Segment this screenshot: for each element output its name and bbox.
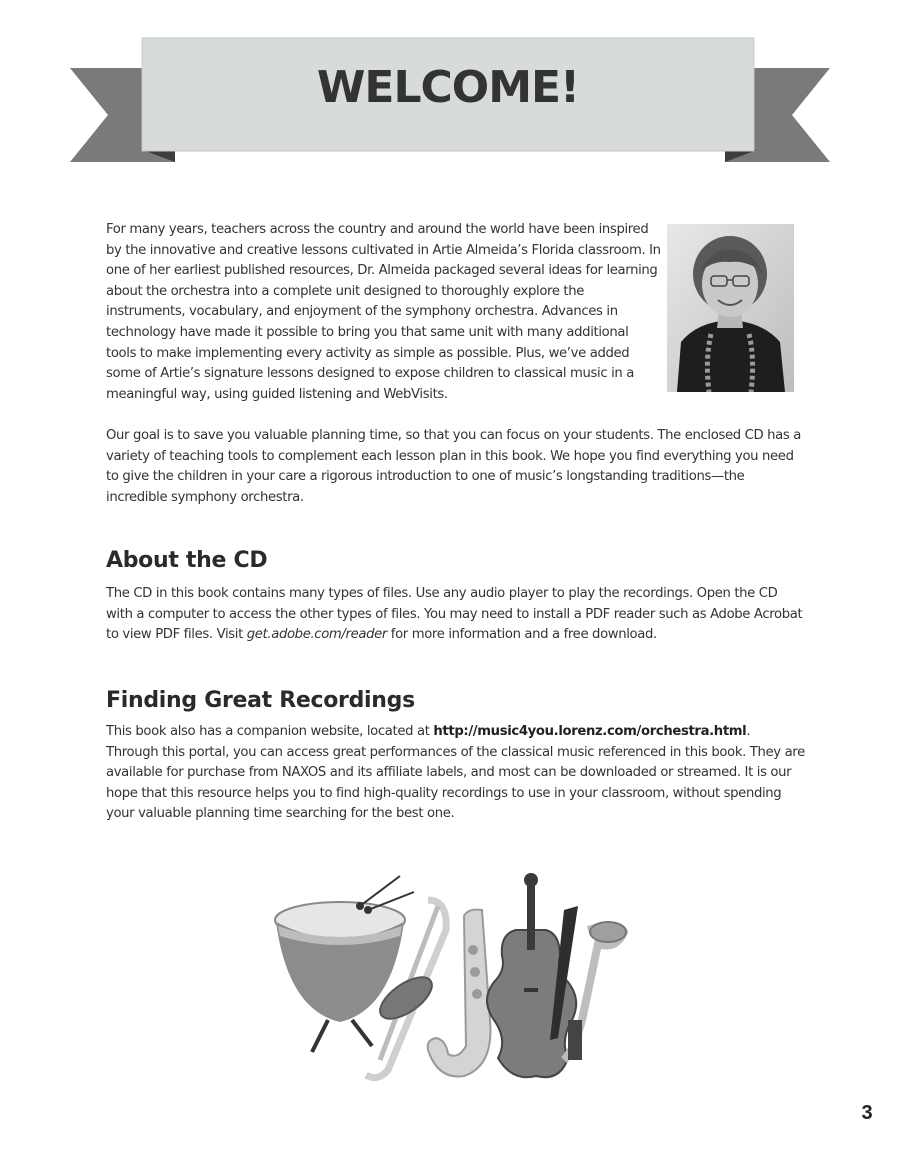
about-cd-heading: About the CD: [106, 548, 268, 573]
recordings-heading: Finding Great Recordings: [106, 688, 415, 713]
timpani-icon: [275, 902, 405, 1052]
welcome-banner: [0, 0, 900, 200]
about-cd-paragraph: [106, 584, 806, 646]
page-number: 3: [861, 1102, 873, 1124]
about-cd-text-end: for more information and a free download.: [386, 627, 657, 643]
saxophone-icon: [428, 910, 491, 1077]
instruments-illustration: [268, 870, 628, 1100]
author-photo: [667, 224, 794, 392]
intro-paragraph-2: Our goal is to save you valuable planning time, so that you can focus on your students. The enclosed CD has a variety of teaching tools to complement each lesson plan in this book. We hope you find everything you need to give the children in your care a rigorous introduction to one of music’s longstanding traditions—the incredible symphony orchestra.: [106, 428, 801, 505]
recordings-text-end: . Through this portal, you can access great performances of the classical music referenced in this book. They are available for purchase from NAXOS and its affiliate labels, and most can be downloaded or streamed. It is our hope that this resource helps you to find high-quality recordings to use in your classroom, without spending your valuable planning time searching for the best one.: [106, 724, 805, 822]
intro-paragraph-1: For many years, teachers across the country and around the world have been inspired by the innovative and creative lessons cultivated in Artie Almeida’s Florida classroom. In one of her earliest published resources, Dr. Almeida packaged several ideas for learning about the orchestra into a complete unit designed to thoroughly explore the instruments, vocabulary, and enjoyment of the symphony orchestra. Advances in technology have made it possible to bring you that same unit with many additional tools to make implementing every activity as simple as possible. Plus, we’ve added some of Artie’s signature lessons designed to expose children to classical music in a meaningful way, using guided listening and WebVisits.: [106, 222, 661, 402]
banner-title: WELCOME!: [316, 62, 580, 113]
recordings-paragraph: [106, 722, 806, 825]
adobe-reader-link[interactable]: get.adobe.com/reader: [246, 627, 387, 643]
recordings-text-start: This book also has a companion website, located at: [106, 724, 434, 739]
about-cd-text-start: The CD in this book contains many types of files. Use any audio player to play the recordings. Open the CD with a computer to access the other types of files. You may need to install a PDF reader such as Adobe Acrobat to view PDF files. Visit: [106, 586, 803, 643]
companion-website-link[interactable]: http://music4you.lorenz.com/orchestra.html: [433, 724, 747, 739]
